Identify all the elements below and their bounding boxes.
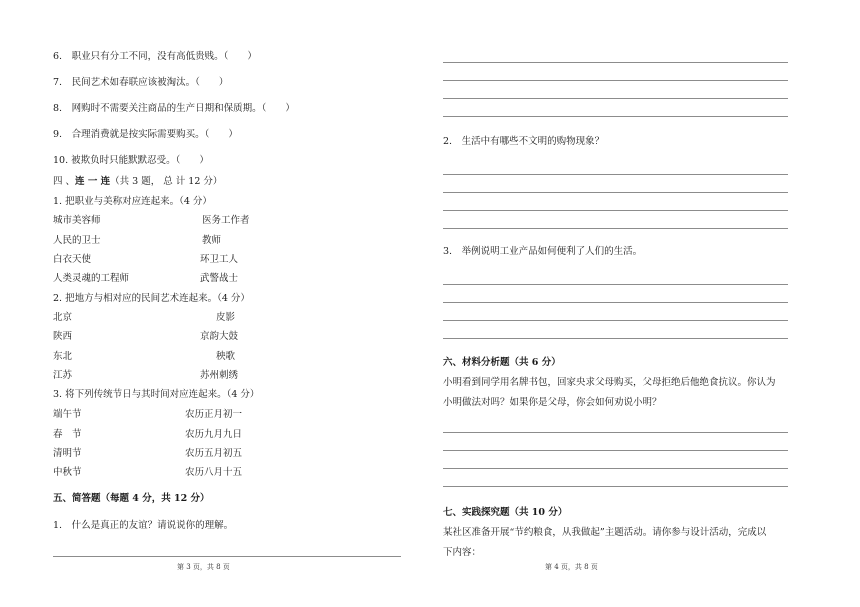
q2-left-item: 江苏 (53, 370, 73, 381)
judgment-item-9: 9. 合理消费就是按实际需要购买。（ ） (53, 129, 238, 140)
q1-left-item: 白衣天使 (53, 254, 92, 265)
q2-left-item: 陕西 (53, 331, 73, 342)
judgment-item-6: 6. 职业只有分工不同，没有高低贵贱。（ ） (53, 51, 257, 62)
q3-right-item: 农历八月十五 (185, 467, 243, 478)
section6-title: 六、材料分析题（共 6 分） (443, 357, 561, 368)
q1-right-item: 教师 (202, 235, 222, 246)
section7-line-2: 下内容： (443, 547, 482, 558)
q3-right-item: 农历正月初一 (185, 409, 243, 420)
q3-right-item: 农历九月九日 (185, 429, 243, 440)
answer-line (443, 62, 788, 63)
q2-right-item: 苏州刺绣 (200, 370, 239, 381)
q2-left-item: 东北 (53, 351, 73, 362)
q3-left-item: 清明节 (53, 448, 82, 459)
answer-line (443, 210, 788, 211)
judgment-item-7: 7. 民间艺术如春联应该被淘汰。（ ） (53, 77, 229, 88)
exam-page-4 (430, 0, 860, 607)
page-footer: 第 3 页，共 8 页 (177, 563, 230, 571)
answer-line (443, 320, 788, 321)
answer-line (443, 486, 788, 487)
answer-line (443, 338, 788, 339)
answer-line (443, 192, 788, 193)
section7-title: 七、实践探究题（共 10 分） (443, 507, 568, 518)
section4-title-main: 连 一 连 (75, 176, 111, 187)
q2-right-item: 秧歌 (216, 351, 236, 362)
page-footer: 第 4 页，共 8 页 (545, 563, 598, 571)
answer-line (443, 432, 788, 433)
footer-rule (53, 556, 401, 557)
section4-q2-prompt: 2. 把地方与相对应的民间艺术连起来。（4 分） (53, 293, 250, 304)
section7-line-1: 某社区准备开展“节约粮食，从我做起”主题活动。请你参与设计活动，完成以 (443, 527, 767, 538)
q1-right-item: 武警战士 (200, 273, 239, 284)
q3-left-item: 端午节 (53, 409, 82, 420)
section4-q3-prompt: 3. 将下列传统节日与其时间对应连起来。（4 分） (53, 389, 260, 400)
q1-left-item: 人类灵魂的工程师 (53, 273, 130, 284)
answer-line (443, 174, 788, 175)
judgment-item-8: 8. 网购时不需要关注商品的生产日期和保质期。（ ） (53, 103, 295, 114)
q2-left-item: 北京 (53, 312, 73, 323)
section5-title: 五、简答题（每题 4 分，共 12 分） (53, 493, 210, 504)
q2-right-item: 京韵大鼓 (200, 331, 239, 342)
q1-right-item: 医务工作者 (202, 215, 250, 226)
answer-line (443, 116, 788, 117)
q3-right-item: 农历五月初五 (185, 448, 243, 459)
section4-title-prefix: 四 、 (53, 176, 76, 187)
q3-left-item: 春 节 (53, 429, 82, 440)
q1-right-item: 环卫工人 (200, 254, 239, 265)
section5-question-2: 2. 生活中有哪些不文明的购物现象？ (443, 136, 605, 147)
answer-line (443, 284, 788, 285)
q2-right-item: 皮影 (216, 312, 236, 323)
answer-line (443, 468, 788, 469)
section5-question-1: 1. 什么是真正的友谊？请说说你的理解。 (53, 520, 234, 531)
q1-left-item: 城市美容师 (53, 215, 101, 226)
answer-line (443, 98, 788, 99)
answer-line (443, 450, 788, 451)
section5-question-3: 3. 举例说明工业产品如何便利了人们的生活。 (443, 246, 643, 257)
section6-material-line-2: 小明做法对吗？如果你是父母，你会如何劝说小明？ (443, 397, 662, 408)
section4-title (53, 176, 222, 188)
section4-title-suffix: （共 3 题， 总 计 12 分） (110, 176, 223, 187)
q3-left-item: 中秋节 (53, 467, 82, 478)
section6-material-line-1: 小明看到同学用名牌书包，回家央求父母购买，父母拒绝后他绝食抗议。你认为 (443, 377, 776, 388)
answer-line (443, 228, 788, 229)
answer-line (443, 80, 788, 81)
q1-left-item: 人民的卫士 (53, 235, 101, 246)
judgment-item-10: 10. 被欺负时只能默默忍受。（ ） (53, 155, 209, 166)
section4-q1-prompt: 1. 把职业与美称对应连起来。（4 分） (53, 196, 212, 207)
answer-line (443, 302, 788, 303)
